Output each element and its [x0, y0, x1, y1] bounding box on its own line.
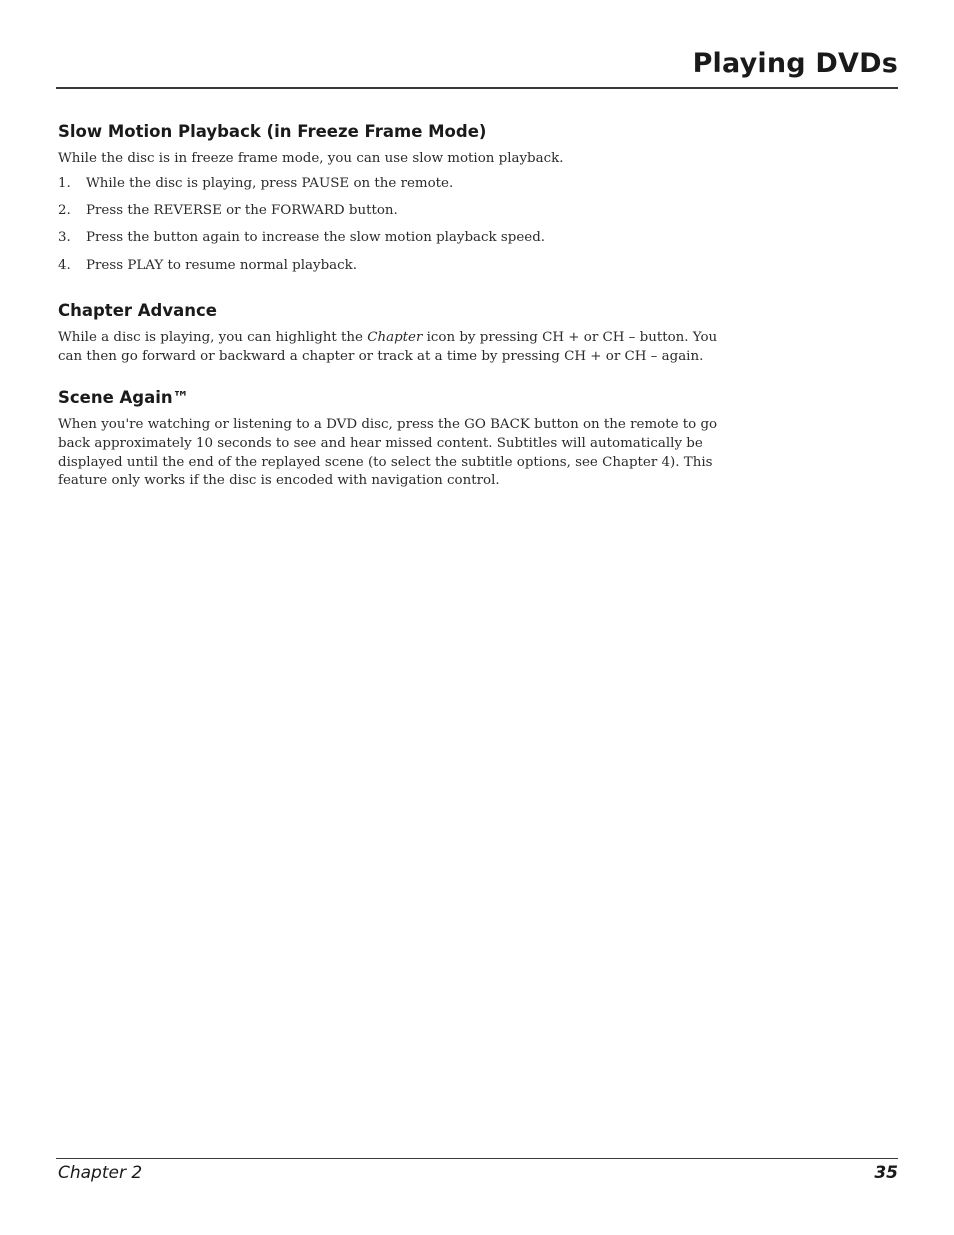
slow-motion-steps	[58, 175, 728, 276]
chapter-icon-term: Chapter	[367, 330, 423, 346]
footer-divider	[56, 1158, 898, 1159]
step-number: 1.	[58, 175, 71, 191]
section-chapter-advance	[58, 299, 728, 366]
section-slow-motion	[58, 120, 728, 275]
step-number: 4.	[58, 257, 71, 273]
step-number: 3.	[58, 230, 71, 246]
main-content	[58, 120, 728, 491]
chapter-advance-text-after: icon by pressing CH + or CH – button. You can then go forward or backward a chapter or track at a time by pressing CH + or CH – again.	[58, 330, 718, 364]
chapter-advance-text-before: While a disc is playing, you can highlight the	[58, 330, 368, 346]
section-heading-chapter-advance: Chapter Advance	[58, 301, 217, 321]
step-text: Press the REVERSE or the FORWARD button.	[86, 202, 398, 218]
spacer	[58, 284, 728, 299]
header-divider	[56, 87, 898, 89]
step-text: Press PLAY to resume normal playback.	[86, 257, 357, 273]
spacer	[58, 366, 728, 386]
section-heading-slow-motion: Slow Motion Playback (in Freeze Frame Mode)	[58, 122, 487, 141]
page-title: Playing DVDs	[692, 48, 898, 79]
section-scene-again	[58, 386, 728, 490]
step-number: 2.	[58, 202, 71, 218]
step-item	[58, 229, 728, 248]
footer-chapter-label: Chapter 2	[58, 1163, 143, 1183]
step-item	[58, 257, 728, 276]
step-item	[58, 202, 728, 221]
scene-again-text: When you're watching or listening to a DVD disc, press the GO BACK button on the remote to go back approximately 10 seconds to see and hear missed content. Subtitles will automatically be displayed until the end of the replayed scene (to select the subtitle options, see Chapter 4). This feature only works if the disc is encoded with navigation control.	[58, 417, 718, 489]
step-item	[58, 175, 728, 194]
chapter-advance-text	[58, 329, 728, 366]
step-text: While the disc is playing, press PAUSE on the remote.	[86, 175, 454, 191]
section-heading-scene-again: Scene Again™	[58, 388, 190, 408]
slow-motion-intro: While the disc is in freeze frame mode, you can use slow motion playback.	[58, 151, 564, 166]
step-text: Press the button again to increase the slow motion playback speed.	[86, 230, 546, 246]
footer-page-number: 35	[874, 1163, 898, 1183]
